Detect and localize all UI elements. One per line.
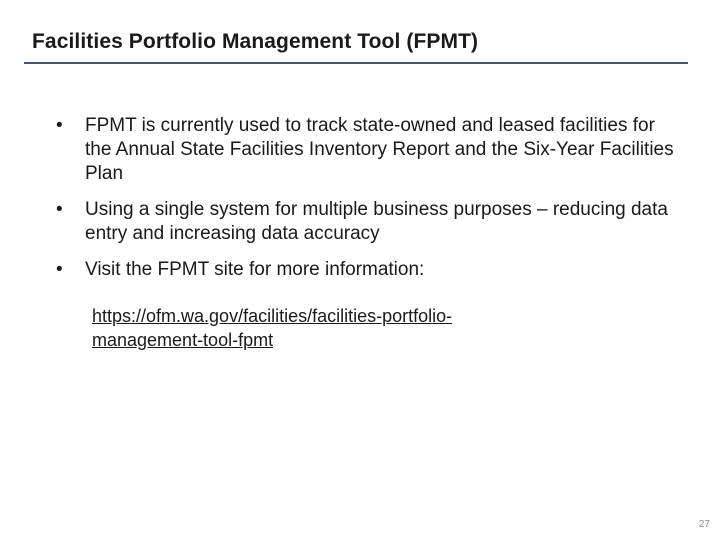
- bullet-marker: •: [56, 199, 63, 220]
- title-underline: [24, 62, 688, 64]
- bullet-marker: •: [56, 259, 63, 280]
- link-line-1: https://ofm.wa.gov/facilities/facilities-portfolio-: [92, 306, 453, 326]
- bullet-text: Using a single system for multiple business purposes – reducing data entry and increasing data accuracy: [85, 199, 668, 244]
- bullet-item: [56, 114, 676, 186]
- bullet-item: [56, 198, 676, 246]
- fpmt-site-link[interactable]: [92, 304, 572, 352]
- bullet-text: Visit the FPMT site for more information:: [85, 259, 425, 280]
- bullet-item: [56, 258, 676, 282]
- bullet-marker: •: [56, 115, 63, 136]
- link-line-2: management-tool-fpmt: [92, 330, 274, 350]
- bullet-text: FPMT is currently used to track state-owned and leased facilities for the Annual State Facilities Inventory Report and the Six-Year Facilities Plan: [85, 115, 674, 184]
- slide-title: Facilities Portfolio Management Tool (FPMT): [32, 30, 479, 53]
- page-number: 27: [698, 519, 710, 530]
- bullet-list: [56, 114, 676, 294]
